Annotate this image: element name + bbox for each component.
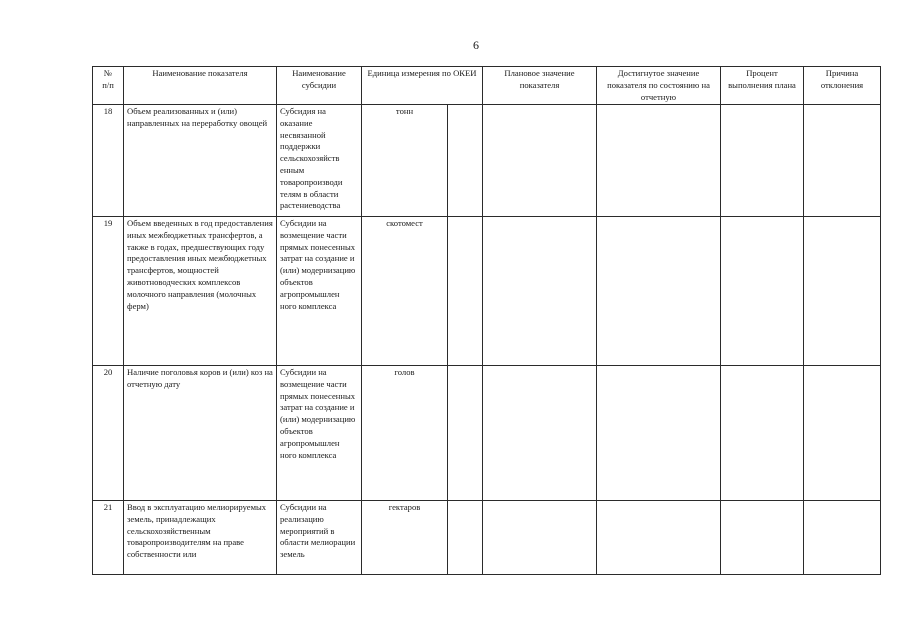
row-planned xyxy=(483,217,597,366)
row-percent xyxy=(721,217,804,366)
row-num: 20 xyxy=(93,366,124,501)
row-reason xyxy=(804,105,881,217)
row-num: 18 xyxy=(93,105,124,217)
row-reason xyxy=(804,366,881,501)
table-row xyxy=(93,105,881,217)
page-number: 6 xyxy=(473,38,479,52)
table-row xyxy=(93,501,881,575)
row-achieved xyxy=(597,501,721,575)
row-reason xyxy=(804,217,881,366)
row-unit: тонн xyxy=(362,105,448,217)
row-achieved xyxy=(597,217,721,366)
row-unit-code xyxy=(448,366,483,501)
table-row xyxy=(93,366,881,501)
header-num: № п/п xyxy=(93,67,124,105)
header-subsidy: Наименование субсидии xyxy=(277,67,362,105)
header-achieved: Достигнутое значение показателя по состоянию на отчетную xyxy=(597,67,721,105)
header-reason: Причина отклонения xyxy=(804,67,881,105)
table-header-row xyxy=(93,67,881,105)
row-percent xyxy=(721,366,804,501)
row-achieved xyxy=(597,366,721,501)
header-indicator: Наименование показателя xyxy=(124,67,277,105)
row-subsidy: Субсидии на возмещение части прямых понесенных затрат на создание и (или) модернизацию объектов агропромышлен ного комплекса xyxy=(277,217,362,366)
row-indicator: Ввод в эксплуатацию мелиорируемых земель, принадлежащих сельскохозяйственным товаропроизводителям на праве собственности или xyxy=(124,501,277,575)
row-percent xyxy=(721,501,804,575)
table-row xyxy=(93,217,881,366)
indicator-table xyxy=(92,66,881,575)
row-subsidy: Субсидия на оказание несвязанной поддержки сельскохозяйств енным товаропроизводи телям в области растениеводства xyxy=(277,105,362,217)
header-percent: Процент выполнения плана xyxy=(721,67,804,105)
row-percent xyxy=(721,105,804,217)
row-indicator: Объем реализованных и (или) направленных на переработку овощей xyxy=(124,105,277,217)
row-unit: гектаров xyxy=(362,501,448,575)
row-subsidy: Субсидии на возмещение части прямых понесенных затрат на создание и (или) модернизацию объектов агропромышлен ного комплекса xyxy=(277,366,362,501)
header-planned: Плановое значение показателя xyxy=(483,67,597,105)
row-unit-code xyxy=(448,217,483,366)
row-planned xyxy=(483,105,597,217)
row-planned xyxy=(483,501,597,575)
row-indicator: Наличие поголовья коров и (или) коз на отчетную дату xyxy=(124,366,277,501)
row-indicator: Объем введенных в год предоставления иных межбюджетных трансфертов, а также в годах, предшествующих году предоставления иных межбюджетных трансфертов, мощностей животноводческих комплексов молочного направления (молочных ферм) xyxy=(124,217,277,366)
row-subsidy: Субсидии на реализацию мероприятий в области мелиорации земель xyxy=(277,501,362,575)
row-planned xyxy=(483,366,597,501)
row-unit: скотомест xyxy=(362,217,448,366)
row-unit-code xyxy=(448,501,483,575)
row-num: 19 xyxy=(93,217,124,366)
row-unit-code xyxy=(448,105,483,217)
row-unit: голов xyxy=(362,366,448,501)
row-num: 21 xyxy=(93,501,124,575)
header-unit: Единица измерения по ОКЕИ xyxy=(362,67,483,105)
row-reason xyxy=(804,501,881,575)
row-achieved xyxy=(597,105,721,217)
